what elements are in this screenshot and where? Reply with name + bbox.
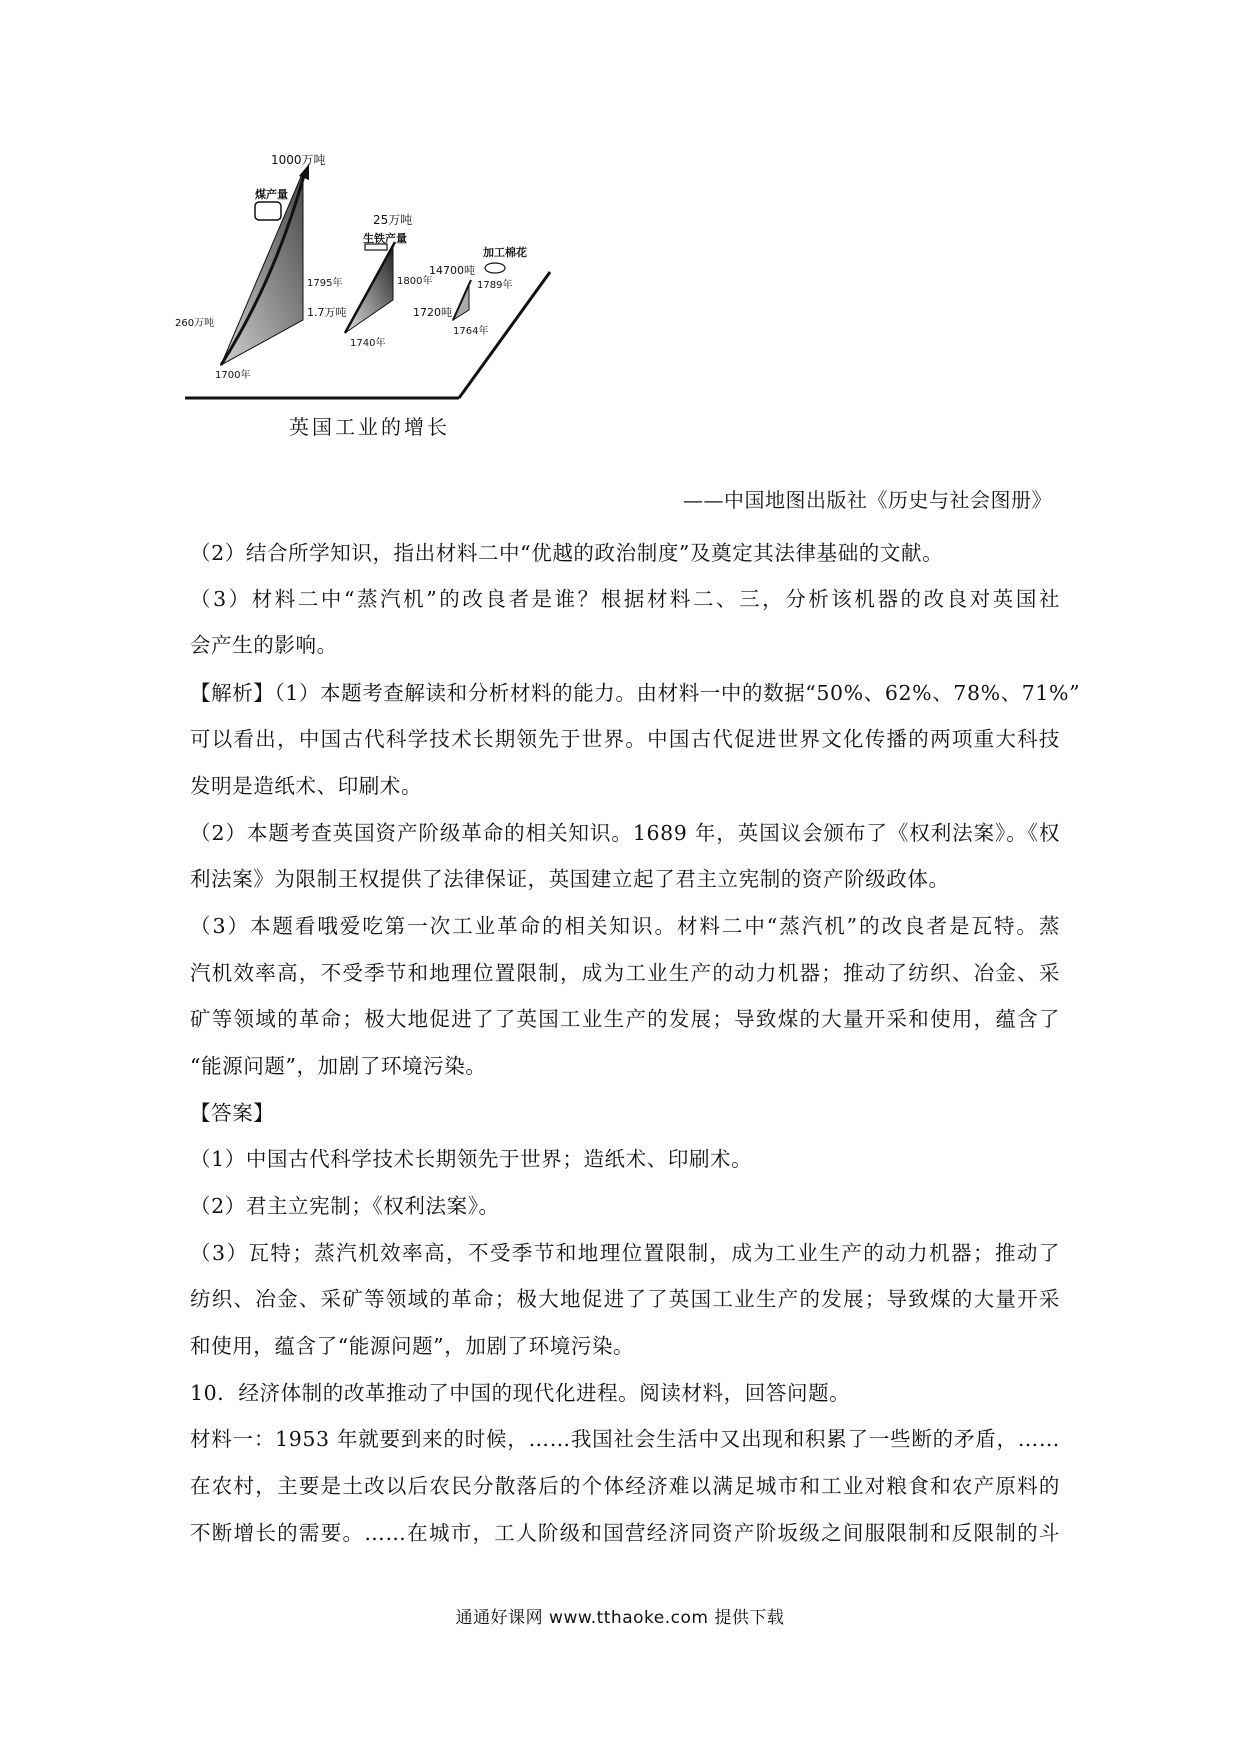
coal-end-year: 1795年	[307, 278, 343, 289]
coal-label: 煤产量	[255, 188, 288, 201]
analysis-2-line-1: （2）本题考查英国资产阶级革命的相关知识。1689 年，英国议会颁布了《权利法案》。《权	[190, 821, 1060, 845]
material-1-line-3: 不断增长的需要。……在城市，工人阶级和国营经济同资产阶坂级之间服限制和反限制的斗	[190, 1521, 1060, 1545]
analysis-1-line-3: 发明是造纸术、印刷术。	[190, 774, 423, 798]
coal-end-value: 1000万吨	[271, 153, 326, 167]
answer-2: （2）君主立宪制；《权利法案》。	[190, 1194, 500, 1218]
question-10-intro: 10．经济体制的改革推动了中国的现代化进程。阅读材料，回答问题。	[190, 1381, 851, 1405]
cotton-label: 加工棉花	[483, 246, 527, 259]
analysis-3-line-1: （3）本题看哦爱吃第一次工业革命的相关知识。材料二中“蒸汽机”的改良者是瓦特。蒸	[190, 914, 1060, 938]
cotton-start-year: 1764年	[453, 326, 489, 337]
iron-end-value: 25万吨	[373, 213, 413, 227]
iron-start-year: 1740年	[350, 338, 386, 349]
analysis-3-line-3: 矿等领域的革命；极大地促进了了英国工业生产的发展；导致煤的大量开采和使用，蕴含了	[190, 1007, 1060, 1031]
answer-3-line-2: 纺织、冶金、采矿等领域的革命；极大地促进了了英国工业生产的发展；导致煤的大量开采	[190, 1287, 1060, 1311]
coal-start-year: 1700年	[215, 370, 251, 381]
answer-heading: 【答案】	[190, 1101, 275, 1125]
analysis-3-line-2: 汽机效率高，不受季节和地理位置限制，成为工业生产的动力机器；推动了纺织、冶金、采	[190, 961, 1060, 985]
coal-cart-icon	[255, 202, 281, 220]
analysis-1-line-2: 可以看出，中国古代科学技术长期领先于世界。中国古代促进世界文化传播的两项重大科技	[190, 727, 1060, 751]
analysis-2-line-2: 利法案》为限制王权提供了法律保证，英国建立起了君主立宪制的资产阶级政体。	[190, 867, 950, 891]
answer-3-line-3: 和使用，蕴含了“能源问题”，加剧了环境污染。	[190, 1334, 635, 1358]
answer-1: （1）中国古代科学技术长期领先于世界；造纸术、印刷术。	[190, 1147, 753, 1171]
industry-growth-figure	[175, 153, 635, 470]
answer-3-line-1: （3）瓦特；蒸汽机效率高，不受季节和地理位置限制，成为工业生产的动力机器；推动了	[190, 1241, 1060, 1265]
coal-start-value: 260万吨	[175, 318, 215, 329]
analysis-3-line-4: “能源问题”，加剧了环境污染。	[190, 1054, 487, 1078]
cotton-icon	[485, 263, 505, 273]
question-3-line-2: 会产生的影响。	[190, 633, 338, 657]
question-3-line-1: （3）材料二中“蒸汽机”的改良者是谁？根据材料二、三，分析该机器的改良对英国社	[190, 587, 1060, 611]
page-footer: 通通好课网 www.tthaoke.com 提供下载	[455, 1608, 785, 1628]
cotton-end-value: 14700吨	[429, 264, 475, 277]
figure-source: ——中国地图出版社《历史与社会图册》	[683, 488, 1052, 512]
question-2: （2）结合所学知识，指出材料二中“优越的政治制度”及奠定其法律基础的文献。	[190, 541, 944, 565]
analysis-1-line-1: 【解析】（1）本题考查解读和分析材料的能力。由材料一中的数据“50%、62%、78%、71%”	[190, 681, 1081, 705]
figure-caption: 英国工业的增长	[289, 415, 450, 439]
iron-label: 生铁产量	[363, 232, 407, 245]
iron-start-value: 1.7万吨	[307, 306, 347, 319]
industry-growth-illustration	[175, 153, 635, 470]
iron-end-year: 1800年	[397, 276, 433, 287]
cotton-end-year: 1789年	[477, 280, 513, 291]
cotton-start-value: 1720吨	[413, 306, 452, 319]
material-1-line-1: 材料一：1953 年就要到来的时候，……我国社会生活中又出现和积累了一些断的矛盾，……	[190, 1427, 1060, 1451]
material-1-line-2: 在农村，主要是土改以后农民分散落后的个体经济难以满足城市和工业对粮食和农产原料的	[190, 1474, 1060, 1498]
